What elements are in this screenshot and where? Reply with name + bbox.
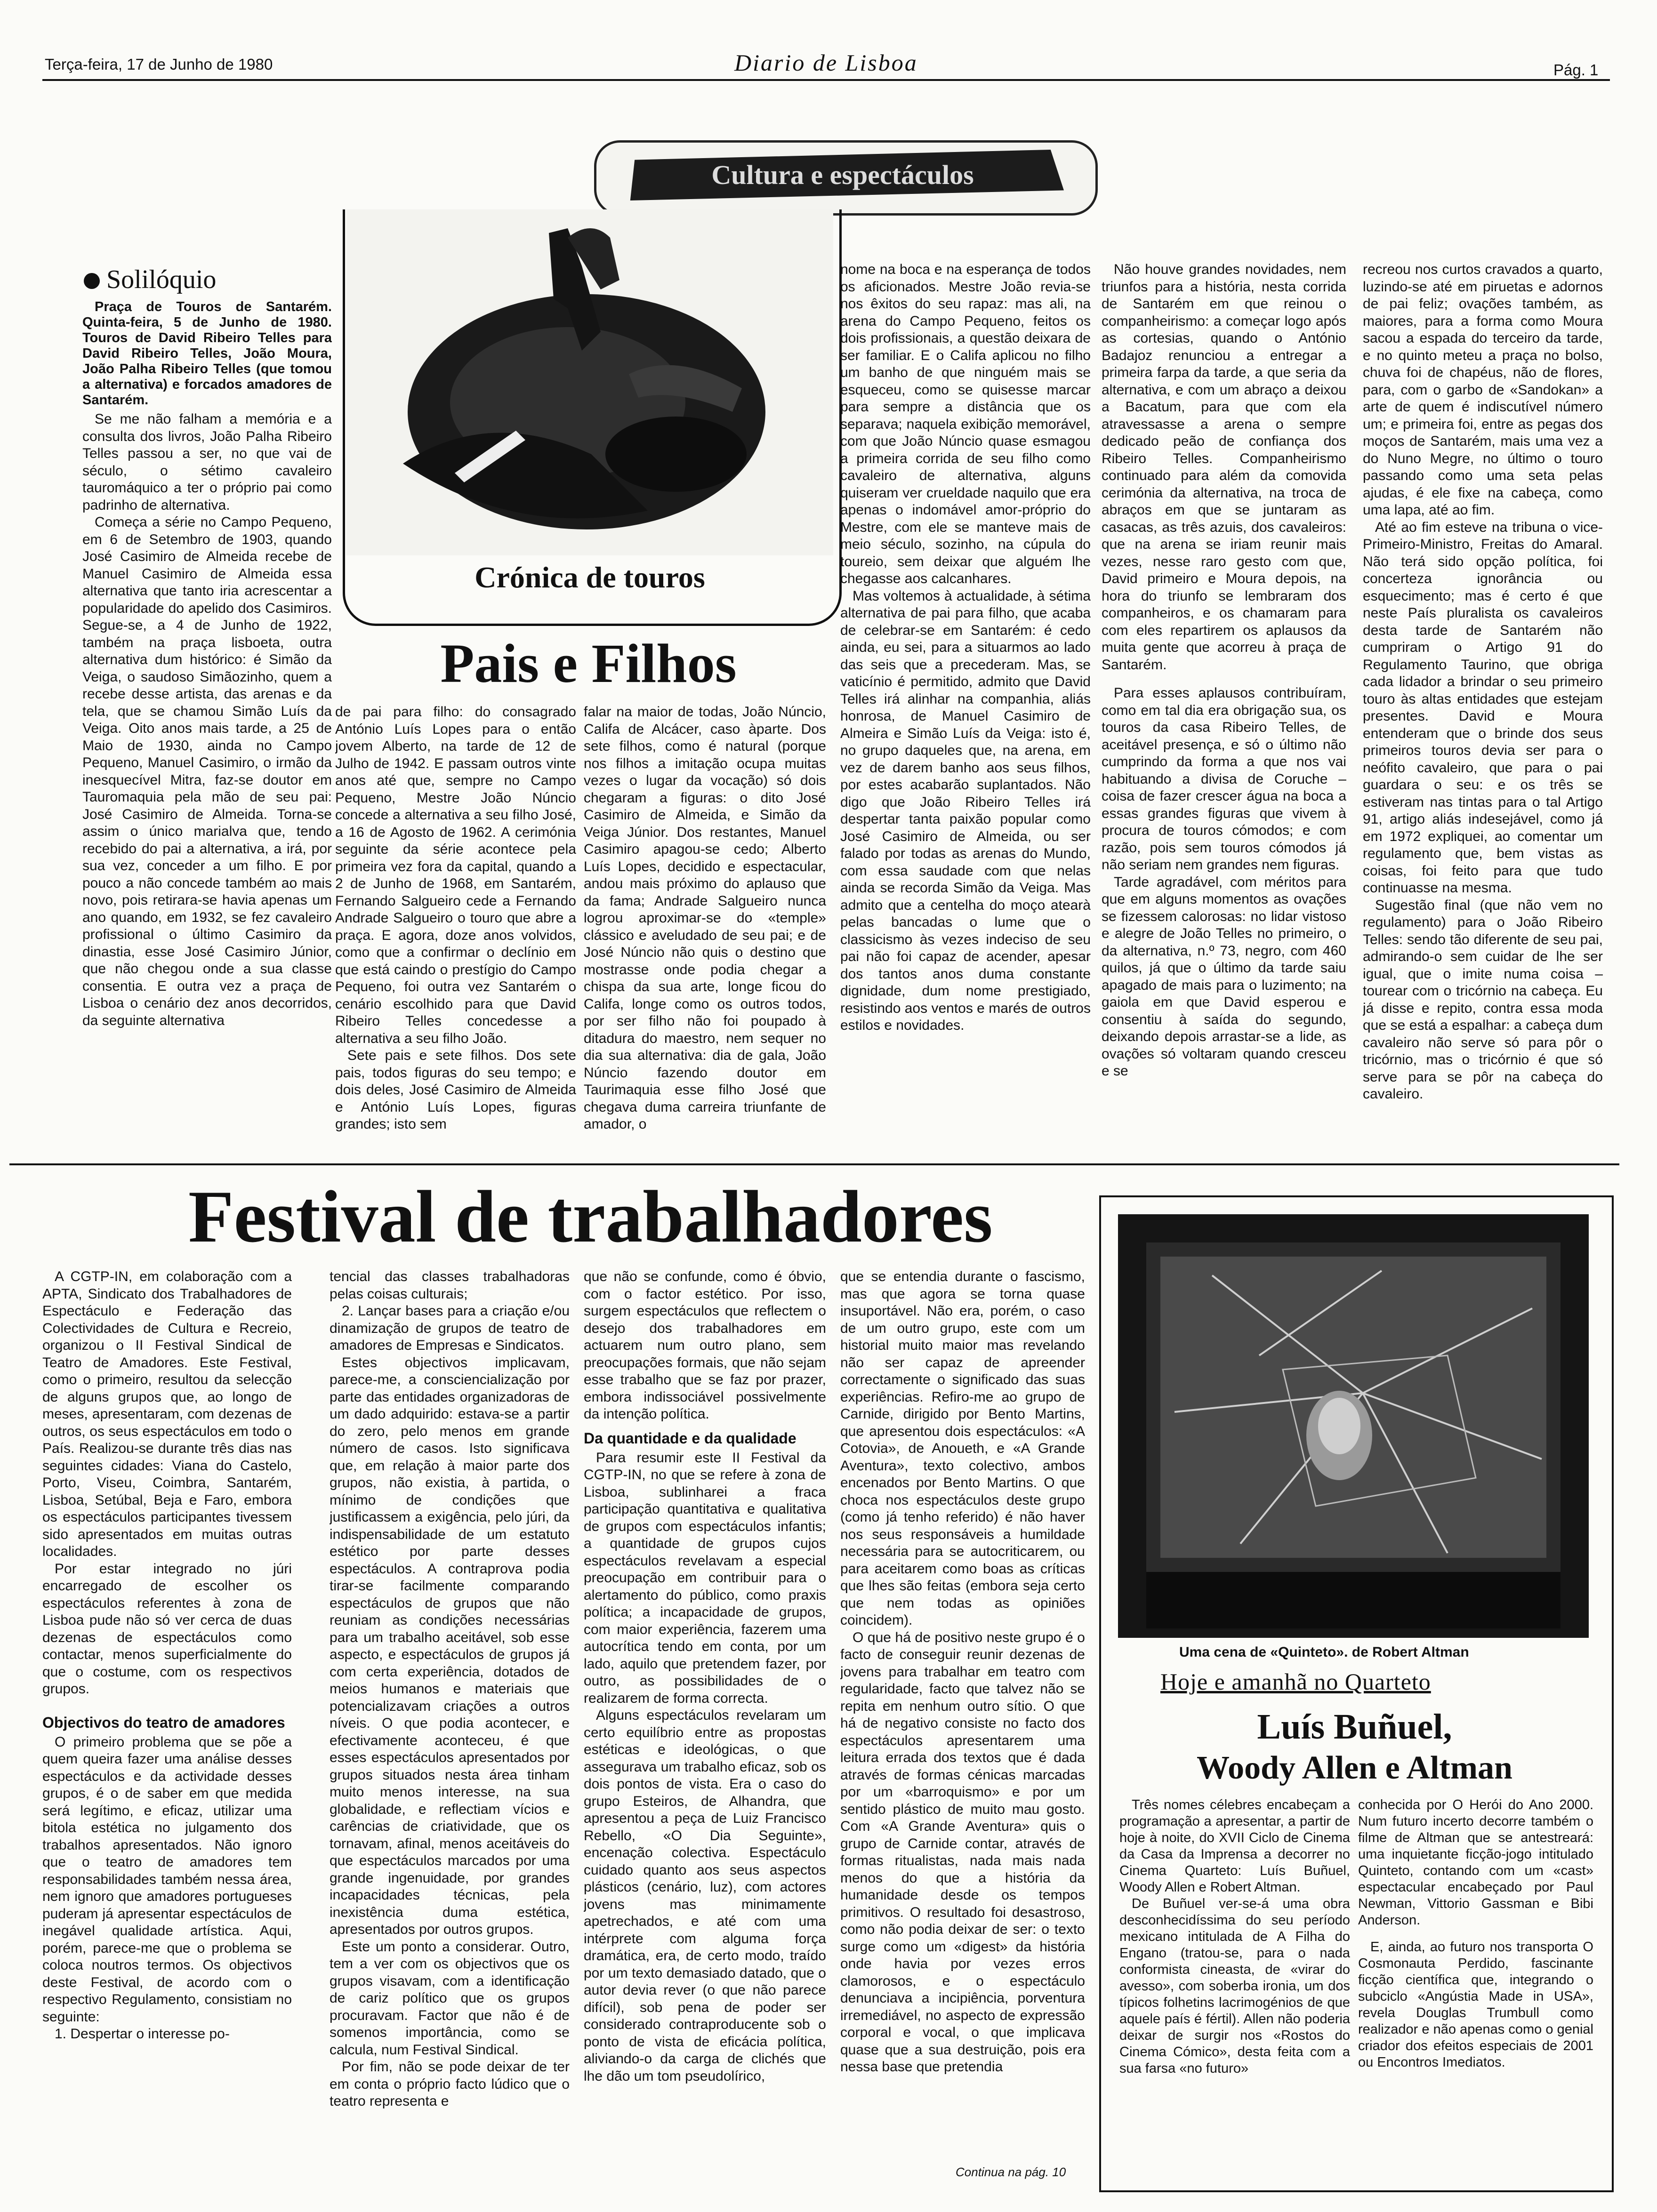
quarteto-col-1 <box>1119 1797 1350 2183</box>
cronica-col-2 <box>335 704 576 1151</box>
festival-subhead: Da quantidade e da qualidade <box>584 1429 796 1447</box>
continued-note: Continua na pág. 10 <box>956 2165 1066 2179</box>
festival-paragraph: 1. Despertar o interesse po- <box>55 2026 230 2042</box>
masthead-date: Terça-feira, 17 de Junho de 1980 <box>45 56 273 73</box>
masthead-title: Diario de Lisboa <box>734 49 918 76</box>
cronica-col-4 <box>840 261 1091 1151</box>
cronica-col-5 <box>1102 261 1346 1151</box>
photo-caption: Uma cena de «Quinteto». de Robert Altman <box>1179 1644 1469 1660</box>
festival-paragraph: Por fim, não se pode deixar de ter em conta o próprio facto lúdico que o teatro representa e <box>330 2059 570 2109</box>
quarteto-headline-2: Woody Allen e Altman <box>1197 1750 1512 1786</box>
cronica-paragraph: Se me não falham a memória e a consulta dos livros, João Palha Ribeiro Telles passou a ser, no que vai de século, o sétimo cavaleiro tauromáquico a ter o próprio pai como padrinho de alternativa. <box>82 411 332 513</box>
festival-paragraph: O que há de positivo neste grupo é o facto de conseguir reunir dezenas de jovens para trabalhar em teatro com regularidade, facto que talvez não se repita em nenhum outro sítio. O que há de negativo consiste no facto dos espectáculos apresentarem uma leitura errada dos textos que é dada através de formas cénicas marcadas por um «barroquismo» e por um sentido plástico de muito mau gosto. Com «A Grande Aventura» quis o grupo de Carnide contar, através de formas ritualistas, nada mais nada menos do que a história da humanidade desde os tempos primitivos. O resultado foi desastroso, como não podia deixar de ser: o texto surge como um «digest» da história onde havia por vezes erros clamorosos, e o espectáculo denunciava a incipiência, porventura irremediável, no aspecto de expressão corporal e vocal, o que implicava quase que a sua destruição, pois era nessa base que pretendia <box>840 1629 1085 2075</box>
festival-paragraph: Por estar integrado no júri encarregado de escolher os espectáculos referentes à zona de Lisboa pude não só ver cerca de duas dezenas de espectáculos como contactar, menos superficialmente do que o costume, com os respectivos grupos. <box>42 1561 292 1697</box>
cronica-paragraph: Até ao fim esteve na tribuna o vice-Primeiro-Ministro, Freitas do Amaral. Não terá sido opção política, foi concerteza ignorância ou esquecimento; mas é certo é que neste País pluralista os cavaleiros desta tarde de Santarém não cumpriram o Artigo 91 do Regulamento Taurino, que obriga cada lidador a brindar o seu primeiro touro às altas entidades que estejam presentes. David e Moura entenderam que o brinde dos seus primeiros touros devia ser para o neófito cavaleiro, que para o pai guardara o seu: e os três se estiveram nas tintas para o tal Artigo 91, artigo aliás indesejável, como já em 1972 expliquei, ao comentar um regulamento que, bem vistas as coisas, foi feito para que tudo continuasse na mesma. <box>1363 519 1603 896</box>
quarteto-col-2 <box>1358 1797 1593 2183</box>
cronica-lead: Praça de Touros de Santarém. Quinta-feira, 5 de Junho de 1980. Touros de David Ribeiro Telles para David Ribeiro Telles, João Moura, João Palha Ribeiro Telles (que tomou a alternativa) e forcados amadores de Santarém. <box>82 299 332 408</box>
cronica-paragraph: Para esses aplausos contribuíram, como em tal dia era obrigação sua, os touros da casa Ribeiro Telles, de aceitável presença, e só o último não cumprindo da forma a que nos vai habituando a divisa de Coruche – coisa de fazer crescer água na boca a essas grandes figuras que vivem à procura de touros cómodos; e com razão, pois sem touros cómodos já não seriam nem grandes nem figuras. <box>1102 685 1346 873</box>
festival-paragraph: que não se confunde, como é óbvio, com o factor estético. Por isso, surgem espectáculos que reflectem o desejo dos trabalhadores em actuarem num outro plano, sem preocupações formais, que não sejam esse trabalho que se faz por prazer, embora indissociável possivelmente da intenção política. <box>584 1269 826 1422</box>
cronica-label: Crónica de touros <box>475 561 705 594</box>
festival-paragraph: tencial das classes trabalhadoras pelas coisas culturais; <box>330 1269 570 1302</box>
cronica-paragraph: de pai para filho: do consagrado António Luís Lopes para o então jovem Alberto, na tarde de 12 de Julho de 1942. E passam outros vinte anos até que, sempre no Campo Pequeno, Mestre João Núncio concede a alternativa a seu filho José, a 16 de Agosto de 1962. A cerimónia seguinte da série acontece pela primeira vez fora da capital, quando a 2 de Junho de 1968, em Santarém, Fernando Salgueiro cede a Fernando Andrade Salgueiro o touro que abre a praça. E agora, doze anos volvidos, como que a confirmar o declínio em que está caindo o prestígio do Campo Pequeno, foi outra vez Santarém o cenário escolhido para que David Ribeiro Telles concedesse a alternativa a seu filho João. <box>335 704 576 1046</box>
cronica-paragraph: Começa a série no Campo Pequeno, em 6 de Setembro de 1903, quando José Casimiro de Almeida recebe de Manuel Casimiro de Almeida essa alternativa que tanto iria acrescentar a popularidade do apelido dos Casimiros. Segue-se, a 4 de Junho de 1922, também na praça lisboeta, outra alternativa dum histórico: é Simão da Veiga, o saudoso Simãozinho, quem a recebe desse artista, das arenas e da tela, que se chamou Simão Luís da Veiga. Oito anos mais tarde, a 25 de Maio de 1930, ainda no Campo Pequeno, Manuel Casimiro, o irmão da inesquecível Mitra, faz-se doutor em Tauromaquia pela mão de seu pai: José Casimiro de Almeida. Torna-se assim o único marialva que, tendo recebido do pai a alternativa, a irá, por sua vez, conceder a um filho. E por pouco a não concede também ao mais novo, pois retirara-se havia apenas um ano quando, em 1932, se fez cavaleiro profissional o último Casimiro da dinastia, esse José Casimiro Júnior, que não chegou onde a sua classe consentia. E outra vez a praça de Lisboa o cenário dez anos decorridos, da seguinte alternativa <box>82 514 332 1028</box>
festival-paragraph: A CGTP-IN, em colaboração com a APTA, Sindicato dos Trabalhadores de Espectáculo e Federação das Colectividades de Cultura e Recreio, organizou o II Festival Sindical de Teatro de Amadores. Este Festival, como o primeiro, resultou da selecção de alguns grupos que, ao longo de meses, apresentaram, com dezenas de outros, os seus espectáculos em todo o País. Realizou-se durante três dias nas seguintes cidades: Viana do Castelo, Porto, Viseu, Coimbra, Santarém, Lisboa, Setúbal, Beja e Faro, embora os espectáculos participantes tivessem sido apresentados em muitas outras localidades. <box>42 1269 292 1559</box>
festival-paragraph: Para resumir este II Festival da CGTP-IN, no que se refere à zona de Lisboa, sublinharei a fraca participação quantitativa e qualitativa de grupos com espectáculos infantis; a quantidade de grupos cujos espectáculos revelavam a especial preocupação em contribuir para o alertamento do público, como praxis política; a incapacidade de grupos, com maior experiência, fazerem uma autocrítica tendo em conta, por um lado, aquilo que pretendem fazer, por outro, as possibilidades de o realizarem de forma correcta. <box>584 1450 826 1706</box>
film-still-image <box>1118 1214 1589 1638</box>
cronica-paragraph: Não houve grandes novidades, nem triunfos para a história, nesta corrida de Santarém em que reinou o companheirismo: a começar logo após as cortesias, quando o António Badajoz renunciou a entregar a primeira farpa da tarde, a que seria da alternativa, e com um abraço a deixou a Bacatum, para que com ela atravessasse a arena o sempre dedicado peão de confiança dos Ribeiro Telles. Companheirismo continuado para além da comovida cerimónia da alternativa, na troca de abraços em que se juntaram as casacas, as três azuis, dos cavaleiros: que na arena se iriam reunir mais vezes, nesse raro gesto com que, David primeiro e Moura depois, na hora do triunfo se lembraram dos companheiros, e os chamaram para com eles repartirem os aplausos da muita gente que acorreu à praça de Santarém. <box>1102 262 1346 673</box>
cronica-paragraph: Sete pais e sete filhos. Dos sete pais, todos figuras do seu tempo; e dois deles, José Casimiro de Almeida e António Luís Lopes, figuras grandes; isto sem <box>335 1048 576 1132</box>
festival-headline: Festival de trabalhadores <box>188 1176 993 1258</box>
kicker: Solilóquio <box>106 265 217 294</box>
festival-paragraph: 2. Lançar bases para a criação e/ou dinamização de grupos de teatro de amadores de Empresas e Sindicatos. <box>330 1303 570 1353</box>
quarteto-paragraph: conhecida por O Herói do Ano 2000. Num futuro incerto decorre também o filme de Altman que se antestreará: uma inquietante ficção-jogo intitulado Quinteto, contando com um «cast» espectacular encabeçado por Paul Newman, Vittorio Gassman e Bibi Anderson. <box>1358 1797 1593 1928</box>
festival-paragraph: Alguns espectáculos revelaram um certo equilíbrio entre as propostas estéticas e ideológicas, o que assegurava um trabalho eficaz, sob os dois pontos de vista. Era o caso do grupo Esteiros, de Alhandra, que apresentou a peça de Luiz Francisco Rebello, «O Dia Seguinte», encenação colectiva. Espectáculo cuidado quanto aos seus aspectos plásticos (cenário, luz), com actores jovens mas minimamente apetrechados, e até com uma intérprete com alguma força dramática, era, de certo modo, traído por um texto demasiado datado, que o autor devia rever (o que não parece difícil), sob pena de poder ser considerado contraproducente sob o ponto de vista de eficácia política, aliviando-o da carga de clichés que lhe dão um tom pseudolírico, <box>584 1707 826 2084</box>
quinteto-photo <box>1118 1214 1589 1638</box>
festival-paragraph: Estes objectivos implicavam, parece-me, a consciencialização por parte das entidades organizadoras de um dado adquirido: estava-se a partir do zero, pelo menos em grande número de casos. Isto significava que, em relação à maior parte dos grupos, não existia, à partida, o mínimo de condições que justificassem a exigência, pelo júri, da indispensabilidade de um estatuto estético por parte desses espectáculos. A contraprova podia tirar-se facilmente comparando espectáculos de grupos que não reuniam as condições necessárias para um trabalho aceitável, sob esse aspecto, e espectáculos de grupos já com certa experiência, dotados de meios humanos e materiais que potencializavam criações a outros níveis. O que podia acontecer, e efectivamente aconteceu, é que esses espectáculos apresentados por grupos situados nesta área tinham muito menos interesse, na sua globalidade, e reflectiam vícios e carências de criatividade, que os tornavam, afinal, menos aceitáveis do que espectáculos marcados por uma grande ingenuidade, por grandes incapacidades técnicas, pela inexistência duma estética, apresentados por outros grupos. <box>330 1354 570 1937</box>
festival-col-1 <box>42 1268 292 2179</box>
festival-subhead: Objectivos do teatro de amadores <box>42 1714 285 1731</box>
cronica-headline: Pais e Filhos <box>440 633 737 694</box>
festival-col-2 <box>330 1268 570 2179</box>
festival-paragraph: que se entendia durante o fascismo, mas que agora se torna quase insuportável. Não era, porém, o caso de um outro grupo, este com um historial muito maior mas revelando não ser capaz de apreender correctamente o significado das suas experiências. Refiro-me ao grupo de Carnide, dirigido por Bento Martins, que apresentou dois espectáculos: «A Cotovia», de Anoueth, e «A Grande Aventura», texto colectivo, ambos encenados por Bento Martins. O que choca nos espectáculos deste grupo (como já tenho referido) é não haver nos seus responsáveis a humildade necessária para se autocriticarem, ou para aceitarem como boas as críticas que lhes são feitas (embora seja certo que nem todas as opiniões coincidem). <box>840 1269 1085 1628</box>
section-title: Cultura e espectáculos <box>711 160 974 190</box>
cronica-paragraph: nome na boca e na esperança de todos os aficionados. Mestre João revia-se nos êxitos do seu rapaz: mas ali, na arena do Campo Pequeno, feitos os dois profissionais, a questão deixara de ser familiar. E o Califa aplicou no filho um banho de que ninguém mais se esqueceu, como se quisesse marcar para sempre a distância que os separava; naquela exibição memorável, com que João Núncio quase esmagou a primeira corrida de seu filho como cavaleiro de alternativa, alguns quiseram ver crueldade naquilo que era apenas o indomável amor-próprio do Mestre, com ele se manteve mais de meio século, sozinho, na cúpula do toureio, sem deixar que alguém lhe chegasse aos calcanhares. <box>840 262 1091 586</box>
festival-col-4 <box>840 1268 1085 2163</box>
quarteto-paragraph: Três nomes célebres encabeçam a programação a apresentar, a partir de hoje à noite, do XVII Ciclo de Cinema da Casa da Imprensa a decorrer no Cinema Quarteto: Luís Buñuel, Woody Allen e Robert Altman. <box>1119 1797 1350 1895</box>
cronica-paragraph: Sugestão final (que não vem no regulamento) para o João Ribeiro Telles: sendo tão diferente de seu pai, admirando-o sem cuidar de lhe ser igual, que o imite numa coisa – tourear com o tricórnio na cabeça. Eu já disse e repito, contra essa moda que se está a espalhar: a cabeça dum cavaleiro não serve só para pôr o tricórnio, mas o tricórnio é que só serve para se pôr na cabeça do cavaleiro. <box>1363 897 1603 1102</box>
festival-paragraph: Este um ponto a considerar. Outro, tem a ver com os objectivos que os grupos visavam, com a identificação de cariz político que os grupos procuravam. Factor que não é de somenos importância, como se calcula, num Festival Sindical. <box>330 1939 570 2058</box>
cronica-col-6 <box>1363 261 1603 1151</box>
cronica-paragraph: falar na maior de todas, João Núncio, Califa de Alcácer, caso àparte. Dos sete filhos, como é natural (porque nos filhos a imitação ocupa muitas vezes o lugar da vocação) só dois chegaram a figuras: o dito José Casimiro de Almeida, e Simão da Veiga Júnior. Dos restantes, Manuel Casimiro apagou-se cedo; Alberto Luís Lopes, decidido e espectacular, andou mais próximo do aplauso que da fama; Andrade Salgueiro nunca logrou aproximar-se do «temple» clássico e aveludado de seu pai; e de José Núncio não quis o destino que mostrasse onde podia chegar a chispa da sua arte, longe ficou do Califa, longe como os outros todos, por ser filho não foi poupado à ditadura do maestro, nem sequer no dia sua alternativa: dia de gala, João Núncio fazendo doutor em Taurimaquia esse filho José que chegava duma carreira triunfante de amador, o <box>584 704 826 1132</box>
cronica-paragraph: Mas voltemos à actualidade, à sétima alternativa de pai para filho, que acaba de celebrar-se em Santarém: é cedo ainda, eu sei, para a situarmos ao lado das seis que a precederam. Mas, se vaticínio é permitido, admito que David Telles irá alinhar na companhia, aliás honrosa, de Manuel Casimiro de Almeira e Simão Luís da Veiga: isto é, no grupo daqueles que, na arena, em vez de darem banho aos seus filhos, por estes acabarão suplantados. Não digo que João Ribeiro Telles irá despertar tanta paixão popular como José Casimiro de Almeida, ou ser falado por todas as arenas do Mundo, com essa saudade com que nelas ainda se recorda Simão da Veiga. Mas admito que a centelha do moço atearà pelas bancadas o lume que o classicismo às vezes indeciso de seu pai não foi capaz de acender, apesar dos tantos anos duma constante dignidade, dum nome prestigiado, resistindo aos ventos e marés de outros estilos e novidades. <box>840 588 1091 1033</box>
bullfight-photo <box>346 209 833 555</box>
kicker-bullet-icon <box>84 273 100 289</box>
festival-paragraph: O primeiro problema que se põe a quem queira fazer uma análise desses espectáculos e da actividade desses grupos, é o de saber em que medida será legítimo, e eficaz, utilizar uma bitola estética no julgamento dos trabalhos apresentados. Não ignoro que o teatro de amadores tem responsabilidades também nessa área, nem ignoro que amadores portugueses puderam já apresentar espectáculos de inegável qualidade artística. Aqui, porém, parece-me que o problema se coloca noutros termos. Os objectivos deste Festival, de acordo com o respectivo Regulamento, consistiam no seguinte: <box>42 1734 292 2025</box>
cronica-col-1 <box>82 299 332 1151</box>
quarteto-headline-1: Luís Buñuel, <box>1257 1707 1452 1747</box>
masthead-rule <box>42 79 1610 81</box>
section-divider <box>9 1163 1619 1165</box>
quarteto-kicker: Hoje e amanhã no Quarteto <box>1160 1668 1431 1695</box>
festival-col-3 <box>584 1268 826 2179</box>
page-number: Pág. 1 <box>1553 61 1599 79</box>
cronica-paragraph: Tarde agradável, com méritos para que em alguns momentos as ovações se fizessem calorosas: no lidar vistoso e alegre de João Telles no primeiro, o da alternativa, n.º 73, negro, com 460 quilos, já que o último da tarde saiu apagado de mais para o luzimento; na gaiola em que David esperou e consentiu à saída do segundo, deixando depois arrastar-se a lide, as ovações só voltaram quando cresceu e se <box>1102 874 1346 1079</box>
bullfight-illustration <box>346 209 833 555</box>
cronica-paragraph: recreou nos curtos cravados a quarto, luzindo-se até em piruetas e adornos de pai feliz; ovações também, as maiores, para a forma como Moura sacou a espada do terceiro da tarde, e no quinto meteu a praça no bolso, chuva foi de chapéus, não de flores, para, com o garbo de «Sandokan» a arte de quem é indiscutível número um; e primeira foi, entre as pegas dos moços de Santarém, mais uma vez a do Nuno Megre, no último o touro passando como uma seta pelas ajudas, é ele fixe na cabeça, como uma lapa, até ao fim. <box>1363 262 1603 518</box>
cronica-col-3 <box>584 704 826 1151</box>
quarteto-paragraph: De Buñuel ver-se-á uma obra desconhecidíssima do seu período mexicano intitulada de A Filha do Engano (tratou-se, para o nada conformista cineasta, de «virar do avesso», com soberba ironia, um dos típicos folhetins lacrimogénios de que aquele país é fértil). Allen não poderia deixar de surgir nos «Rostos do Cinema Cómico», desta feita com a sua farsa «no futuro» <box>1119 1896 1350 2076</box>
quarteto-paragraph: E, ainda, ao futuro nos transporta O Cosmonauta Perdido, fascinante ficção científica que, integrando o subciclo «Angústia Made in USA», revela Douglas Trumbull como realizador e não apenas como o genial criador dos efeitos especiais de 2001 ou Encontros Imediatos. <box>1358 1940 1593 2070</box>
